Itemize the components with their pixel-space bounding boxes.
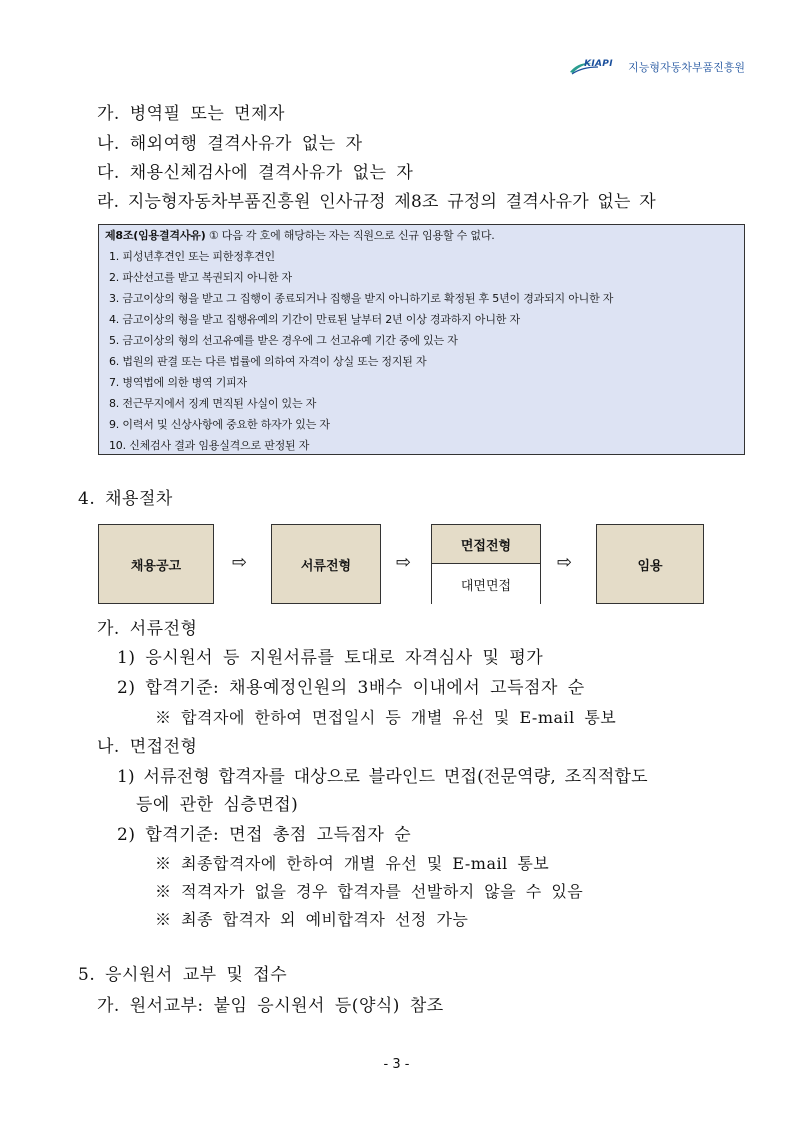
interview-item: 2) 합격기준: 면접 총점 고득점자 순 xyxy=(117,825,412,845)
regulation-item: 6. 법원의 판결 또는 다른 법률에 의하여 자격이 상실 또는 정지된 자 xyxy=(109,355,427,368)
interview-note: ※ 적격자가 없을 경우 합격자를 선발하지 않을 수 있음 xyxy=(155,882,584,901)
arrow-right-icon: ⇨ xyxy=(557,552,573,573)
regulation-item: 2. 파산선고를 받고 복권되지 아니한 자 xyxy=(109,271,292,284)
arrow-right-icon: ⇨ xyxy=(232,552,248,573)
regulation-item: 7. 병역법에 의한 병역 기피자 xyxy=(109,376,247,389)
section5-heading: 5. 응시원서 교부 및 접수 xyxy=(78,965,288,985)
org-name: 지능형자동차부품진흥원 xyxy=(628,61,745,74)
doc-screening-title: 가. 서류전형 xyxy=(97,619,198,639)
qualification-item: 라. 지능형자동차부품진흥원 인사규정 제8조 규정의 결격사유가 없는 자 xyxy=(97,192,656,212)
regulation-item: 10. 신체검사 결과 임용실격으로 판정된 자 xyxy=(109,439,310,452)
section4-heading: 4. 채용절차 xyxy=(78,489,173,509)
regulation-item: 8. 전근무지에서 징계 면직된 사실이 있는 자 xyxy=(109,397,317,410)
flow-step-document-screening: 서류전형 xyxy=(271,524,381,604)
page-header xyxy=(568,57,745,77)
doc-screening-note: ※ 합격자에 한하여 면접일시 등 개별 유선 및 E-mail 통보 xyxy=(155,708,617,727)
flow-step-interview-sub: 대면면접 xyxy=(432,564,540,604)
regulation-item: 3. 금고이상의 형을 받고 그 집행이 종료되거나 집행을 받지 아니하기로 확정된 후 5년이 경과되지 아니한 자 xyxy=(109,292,614,305)
regulation-title-bold: 제8조(임용결격사유) xyxy=(105,229,206,242)
regulation-box xyxy=(98,224,745,455)
kiapi-logo xyxy=(568,58,622,76)
qualification-item: 다. 채용신체검사에 결격사유가 없는 자 xyxy=(97,163,414,183)
page-number: - 3 - xyxy=(383,1057,410,1072)
regulation-item: 5. 금고이상의 형의 선고유예를 받은 경우에 그 선고유예 기간 중에 있는 자 xyxy=(109,334,458,347)
arrow-right-icon: ⇨ xyxy=(396,552,412,573)
regulation-item: 4. 금고이상의 형을 받고 집행유예의 기간이 만료된 날부터 2년 이상 경과하지 아니한 자 xyxy=(109,313,520,326)
regulation-item: 1. 피성년후견인 또는 피한정후견인 xyxy=(109,250,275,263)
regulation-item: 9. 이력서 및 신상사항에 중요한 하자가 있는 자 xyxy=(109,418,330,431)
doc-screening-item: 2) 합격기준: 채용예정인원의 3배수 이내에서 고득점자 순 xyxy=(117,678,585,698)
logo-text: KIAPI xyxy=(584,59,613,69)
interview-title: 나. 면접전형 xyxy=(97,737,198,757)
interview-item: 1) 서류전형 합격자를 대상으로 블라인드 면접(전문역량, 조직적합도 xyxy=(117,767,648,787)
flow-step-interview-title: 면접전형 xyxy=(432,525,540,564)
flow-step-appointment: 임용 xyxy=(596,524,704,604)
qualification-item: 가. 병역필 또는 면제자 xyxy=(97,104,285,124)
regulation-title-rest: ① 다음 각 호에 해당하는 자는 직원으로 신규 임용할 수 없다. xyxy=(205,229,495,242)
flow-step-announcement: 채용공고 xyxy=(98,524,214,604)
regulation-title xyxy=(105,227,495,243)
interview-item-cont: 등에 관한 심층면접) xyxy=(136,795,299,815)
doc-screening-item: 1) 응시원서 등 지원서류를 토대로 자격심사 및 평가 xyxy=(117,648,544,668)
flow-step-interview xyxy=(431,524,541,604)
interview-note: ※ 최종 합격자 외 예비합격자 선정 가능 xyxy=(155,910,469,929)
qualification-item: 나. 해외여행 결격사유가 없는 자 xyxy=(97,134,363,154)
section5-item: 가. 원서교부: 붙임 응시원서 등(양식) 참조 xyxy=(97,996,444,1016)
interview-note: ※ 최종합격자에 한하여 개별 유선 및 E-mail 통보 xyxy=(155,854,550,873)
